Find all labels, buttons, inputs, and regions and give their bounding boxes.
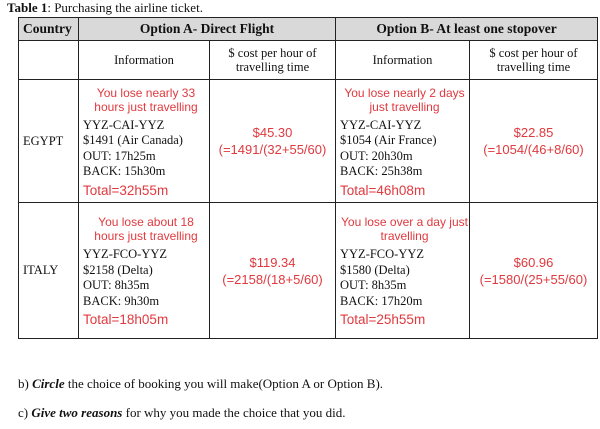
italy-option-b-cost bbox=[470, 203, 598, 339]
cost-per-hour: $22.85 bbox=[513, 125, 554, 140]
question-c bbox=[18, 405, 345, 421]
italy-option-a-info bbox=[79, 203, 210, 339]
egypt-option-b-cost bbox=[470, 80, 598, 203]
airline-ticket-table bbox=[18, 17, 598, 339]
handwritten-total: Total=46h08m bbox=[340, 182, 426, 198]
cost-calculation: (=1491/(32+55/60) bbox=[218, 142, 327, 157]
handwritten-note: You lose over a day just travelling bbox=[341, 215, 468, 243]
question-b bbox=[18, 376, 383, 392]
route: YYZ-CAI-YYZ bbox=[83, 117, 165, 132]
question-b-emphasis: Circle bbox=[32, 376, 65, 391]
handwritten-total: Total=25h55m bbox=[340, 312, 426, 327]
outbound-time: OUT: 20h30m bbox=[340, 148, 413, 163]
cost-calculation: (=1580/(25+55/60) bbox=[479, 271, 588, 287]
price: $1054 (Air France) bbox=[340, 133, 437, 147]
italy-option-a-cost bbox=[210, 203, 336, 339]
header-option-a: Option A- Direct Flight bbox=[79, 18, 336, 41]
question-b-text: the choice of booking you will make(Option A or Option B). bbox=[64, 376, 384, 391]
header-country: Country bbox=[19, 18, 79, 41]
handwritten-note: You lose about 18 hours just travelling bbox=[94, 215, 198, 243]
return-time: BACK: 17h20m bbox=[340, 293, 423, 308]
handwritten-note: You lose nearly 33 hours just travelling bbox=[94, 85, 198, 114]
cost-calculation: (=1054/(46+8/60) bbox=[483, 142, 584, 157]
outbound-time: OUT: 8h35m bbox=[83, 278, 150, 292]
header-row bbox=[19, 18, 598, 41]
cost-calculation: (=2158/(18+5/60) bbox=[222, 271, 323, 287]
table-row bbox=[19, 203, 598, 339]
subheader-b-info: Information bbox=[336, 41, 470, 80]
subheader-a-cost: $ cost per hour of travelling time bbox=[210, 41, 336, 80]
price: $1580 (Delta) bbox=[340, 262, 410, 277]
return-time: BACK: 25h38m bbox=[340, 164, 423, 178]
question-b-prefix: b) bbox=[18, 376, 33, 391]
question-c-prefix: c) bbox=[18, 405, 32, 420]
egypt-option-a-info bbox=[79, 80, 210, 203]
outbound-time: OUT: 8h35m bbox=[340, 278, 407, 292]
question-c-emphasis: Give two reasons bbox=[31, 405, 123, 420]
subheader-row bbox=[19, 41, 598, 80]
price: $2158 (Delta) bbox=[83, 262, 153, 277]
country-egypt: EGYPT bbox=[19, 80, 79, 203]
italy-option-b-info bbox=[336, 203, 470, 339]
return-time: BACK: 9h30m bbox=[83, 293, 160, 308]
egypt-option-b-info bbox=[336, 80, 470, 203]
handwritten-note: You lose nearly 2 days just travelling bbox=[344, 85, 465, 114]
question-c-text: for why you made the choice that you did. bbox=[122, 405, 346, 420]
route: YYZ-FCO-YYZ bbox=[83, 247, 168, 261]
return-time: BACK: 15h30m bbox=[83, 164, 166, 178]
table-caption bbox=[7, 0, 203, 16]
subheader-b-cost: $ cost per hour of travelling time bbox=[470, 41, 598, 80]
price: $1491 (Air Canada) bbox=[83, 133, 183, 147]
country-italy: ITALY bbox=[19, 203, 79, 339]
cost-per-hour: $45.30 bbox=[252, 125, 293, 140]
subheader-empty bbox=[19, 41, 79, 80]
header-option-b: Option B- At least one stopover bbox=[336, 18, 598, 41]
cost-per-hour: $60.96 bbox=[513, 254, 554, 270]
caption-text: : Purchasing the airline ticket. bbox=[47, 0, 203, 15]
table-row bbox=[19, 80, 598, 203]
outbound-time: OUT: 17h25m bbox=[83, 148, 156, 163]
route: YYZ-FCO-YYZ bbox=[340, 247, 425, 261]
route: YYZ-CAI-YYZ bbox=[340, 117, 422, 132]
subheader-a-info: Information bbox=[79, 41, 210, 80]
egypt-option-a-cost bbox=[210, 80, 336, 203]
handwritten-total: Total=18h05m bbox=[83, 312, 169, 327]
caption-label: Table 1 bbox=[7, 0, 48, 15]
cost-per-hour: $119.34 bbox=[249, 254, 296, 270]
handwritten-total: Total=32h55m bbox=[83, 182, 169, 198]
